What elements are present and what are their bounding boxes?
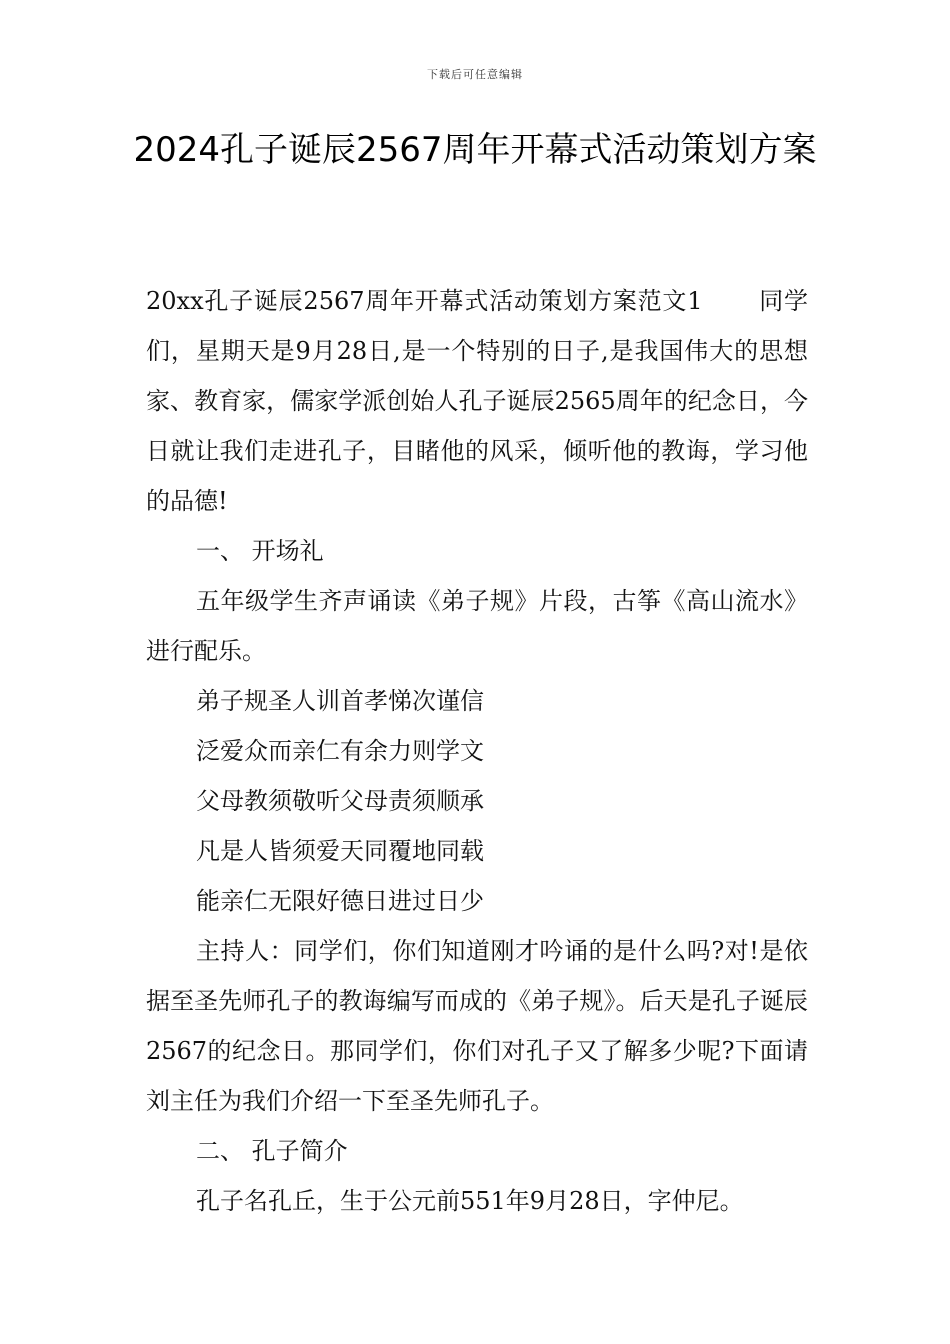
section-1-heading: 一、 开场礼 <box>196 537 324 565</box>
intro-paragraph <box>146 276 808 526</box>
verse-line-3: 父母教须敬听父母责须顺承 <box>196 787 484 815</box>
page-header-note: 下载后可任意编辑 <box>427 68 523 81</box>
document-body <box>146 276 808 1226</box>
verse-line-5: 能亲仁无限好德日进过日少 <box>196 887 484 915</box>
section-2-paragraph: 孔子名孔丘，生于公元前551年9月28日，字仲尼。 <box>196 1187 744 1215</box>
host-paragraph: 主持人：同学们，你们知道刚才吟诵的是什么吗?对!是依据至圣先师孔子的教诲编写而成的《弟子规》。后天是孔子诞辰2567的纪念日。那同学们，你们对孔子又了解多少呢?下面请刘主任为我们介绍一下至圣先师孔子。 <box>146 937 808 1115</box>
intro-text: 同学们，星期天是9月28日,是一个特别的日子,是我国伟大的思想家、教育家，儒家学派创始人孔子诞辰2565周年的纪念日，今日就让我们走进孔子，目睹他的风采，倾听他的教诲，学习他的品德! <box>146 287 808 515</box>
intro-lead: 20xx孔子诞辰2567周年开幕式活动策划方案范文1 <box>146 287 703 315</box>
document-title: 2024孔子诞辰2567周年开幕式活动策划方案 <box>133 130 817 170</box>
verse-line-4: 凡是人皆须爱天同覆地同载 <box>196 837 484 865</box>
verse-line-1: 弟子规圣人训首孝悌次谨信 <box>196 687 484 715</box>
verse-line-2: 泛爱众而亲仁有余力则学文 <box>196 737 484 765</box>
section-2-heading: 二、 孔子简介 <box>196 1137 348 1165</box>
section-1-paragraph: 五年级学生齐声诵读《弟子规》片段，古筝《高山流水》进行配乐。 <box>146 587 808 665</box>
